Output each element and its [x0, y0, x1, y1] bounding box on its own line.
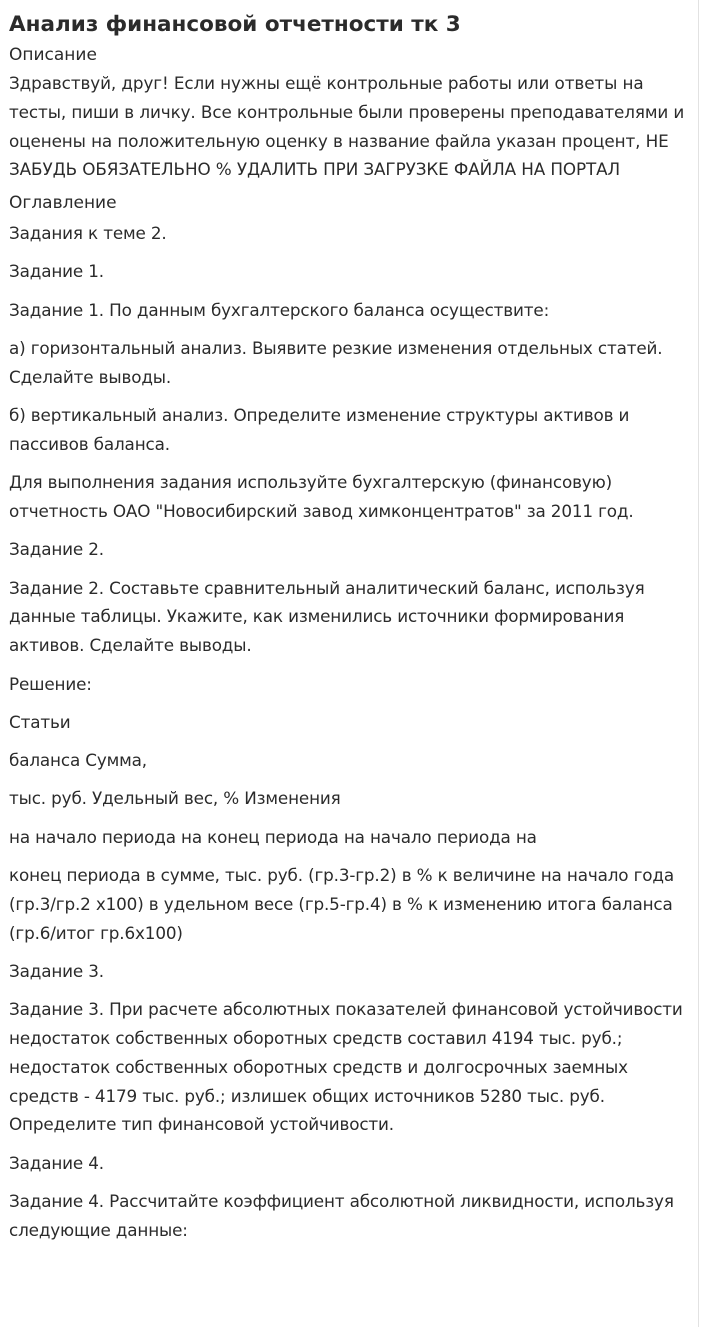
description-label: Описание [9, 45, 97, 65]
paragraph-task4-text: Задание 4. Рассчитайте коэффициент абсолютной ликвидности, используя следующие данные: [9, 1191, 674, 1240]
paragraph-task1-note: Для выполнения задания используйте бухгалтерскую (финансовую) отчетность ОАО "Новосибирский завод химконцентратов" за 2011 год. [9, 472, 634, 522]
description-text: Здравствуй, друг! Если нужны ещё контрольные работы или ответы на тесты, пиши в личку. Все контрольные были проверены преподавателями и оценены на положительную оценку в название файла указан процент, НЕ ЗАБУДЬ ОБЯЗАТЕЛЬНО % УДАЛИТЬ ПРИ ЗАГРУЗКЕ ФАЙЛА НА ПОРТАЛ [9, 73, 685, 180]
paragraph-period: на начало периода на конец периода на начало периода на [9, 826, 537, 847]
page-title: Анализ финансовой отчетности тк 3 [9, 12, 461, 37]
paragraph-task1-text: Задание 1. По данным бухгалтерского баланса осуществите: [9, 299, 550, 320]
paragraph-solution: Решение: [9, 673, 92, 694]
paragraph-task1-a: а) горизонтальный анализ. Выявите резкие изменения отдельных статей. Сделайте выводы. [9, 338, 663, 387]
paragraph-task3-text: Задание 3. При расчете абсолютных показателей финансовой устойчивости недостаток собственных оборотных средств составил 4194 тыс. руб.; недостаток собственных оборотных средств и долгосрочных заемных средств - 4179 тыс. руб.; излишек общих источников 5280 тыс. руб. Определите тип финансовой устойчивости. [9, 999, 683, 1135]
paragraph-thousand-rub: тыс. руб. Удельный вес, % Изменения [9, 788, 341, 809]
paragraph-task2-text: Задание 2. Составьте сравнительный аналитический баланс, используя данные таблицы. Укажите, как изменились источники формирования активов. Сделайте выводы. [9, 577, 645, 656]
paragraph-balance-sum: баланса Сумма, [9, 750, 147, 771]
paragraph-task3-heading: Задание 3. [9, 960, 104, 981]
paragraph-task4-heading: Задание 4. [9, 1152, 104, 1173]
paragraph-period-end: конец периода в сумме, тыс. руб. (гр.3-гр.2) в % к величине на начало года (гр.3/гр.2 х100) в удельном весе (гр.5-гр.4) в % к изменению итога баланса (гр.6/итог гр.6х100) [9, 865, 674, 943]
paragraph-task2-heading: Задание 2. [9, 539, 104, 560]
paragraph-task1-heading: Задание 1. [9, 261, 104, 282]
paragraph-articles: Статьи [9, 711, 71, 732]
paragraph-task1-b: б) вертикальный анализ. Определите изменение структуры активов и пассивов баланса. [9, 405, 630, 454]
paragraph-task-topic: Задания к теме 2. [9, 223, 167, 244]
toc-label: Оглавление [9, 193, 117, 214]
